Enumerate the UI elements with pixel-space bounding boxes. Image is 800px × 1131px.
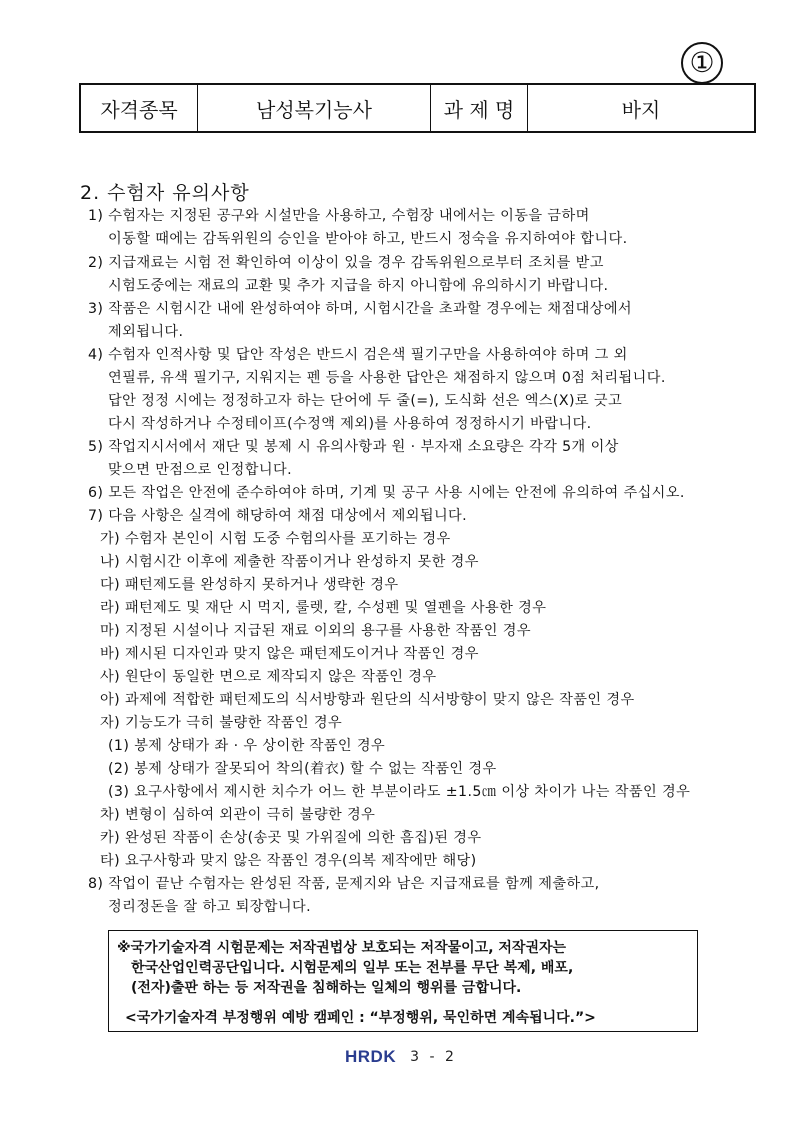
header-table <box>79 83 756 133</box>
list-item: 6) 모든 작업은 안전에 준수하여야 하며, 기계 및 공구 사용 시에는 안전에 유의하여 주십시오. <box>88 485 685 501</box>
list-item: 카) 완성된 작품이 손상(송곳 및 가위질에 의한 흠집)된 경우 <box>100 830 482 846</box>
header-label-task: 과 제 명 <box>431 84 528 132</box>
list-item: 아) 과제에 적합한 패턴제도의 식서방향과 원단의 식서방향이 맞지 않은 작품인 경우 <box>100 692 635 708</box>
list-item: 시험도중에는 재료의 교환 및 추가 지급을 하지 아니함에 유의하시기 바랍니다. <box>108 278 609 294</box>
header-label-qualification: 자격종목 <box>80 84 198 132</box>
list-item: 사) 원단이 동일한 면으로 제작되지 않은 작품인 경우 <box>100 669 437 685</box>
notice-line: (전자)출판 하는 등 저작권을 침해하는 일체의 행위를 금합니다. <box>131 980 522 996</box>
list-item: 4) 수험자 인적사항 및 답안 작성은 반드시 검은색 필기구만을 사용하여야 하며 그 외 <box>88 347 628 363</box>
list-item: 7) 다음 사항은 실격에 해당하여 채점 대상에서 제외됩니다. <box>88 508 468 524</box>
list-item: 자) 기능도가 극히 불량한 작품인 경우 <box>100 715 343 731</box>
list-item: (1) 봉제 상태가 좌 · 우 상이한 작품인 경우 <box>108 738 386 754</box>
list-item: (2) 봉제 상태가 잘못되어 착의(着衣) 할 수 없는 작품인 경우 <box>108 761 497 777</box>
list-item: 5) 작업지시서에서 재단 및 봉제 시 유의사항과 원 · 부자재 소요량은 각각 5개 이상 <box>88 439 619 455</box>
campaign-line: <국가기술자격 부정행위 예방 캠페인 : “부정행위, 묵인하면 계속됩니다.”> <box>125 1010 596 1026</box>
hrdk-logo: HRDK <box>345 1047 397 1066</box>
page-number: 3 - 2 <box>410 1049 457 1065</box>
list-item: 바) 제시된 디자인과 맞지 않은 패턴제도이거나 작품인 경우 <box>100 646 479 662</box>
list-item: 답안 정정 시에는 정정하고자 하는 단어에 두 줄(=), 도식화 선은 엑스(X)로 긋고 <box>108 393 623 409</box>
list-item: 8) 작업이 끝난 수험자는 완성된 작품, 문제지와 남은 지급재료를 함께 제출하고, <box>88 876 600 892</box>
list-item: 제외됩니다. <box>108 324 184 340</box>
header-value-qualification: 남성복기능사 <box>198 84 431 132</box>
list-item: 정리정돈을 잘 하고 퇴장합니다. <box>108 899 312 915</box>
header-value-task: 바지 <box>528 84 756 132</box>
list-item: 가) 수험자 본인이 시험 도중 수험의사를 포기하는 경우 <box>100 531 451 547</box>
copyright-notice <box>108 930 698 1032</box>
list-item: 맞으면 만점으로 인정합니다. <box>108 462 292 478</box>
list-item: (3) 요구사항에서 제시한 치수가 어느 한 부분이라도 ±1.5㎝ 이상 차이가 나는 작품인 경우 <box>108 784 691 800</box>
list-item: 나) 시험시간 이후에 제출한 작품이거나 완성하지 못한 경우 <box>100 554 479 570</box>
list-item: 1) 수험자는 지정된 공구와 시설만을 사용하고, 수험장 내에서는 이동을 금하며 <box>88 208 590 224</box>
list-item: 다시 작성하거나 수정테이프(수정액 제외)를 사용하여 정정하시기 바랍니다. <box>108 416 592 432</box>
notice-line: ※국가기술자격 시험문제는 저작권법상 보호되는 저작물이고, 저작권자는 <box>117 940 567 956</box>
list-item: 타) 요구사항과 맞지 않은 작품인 경우(의복 제작에만 해당) <box>100 853 477 869</box>
page-footer <box>345 1046 457 1068</box>
list-item: 연필류, 유색 필기구, 지워지는 펜 등을 사용한 답안은 채점하지 않으며 0점 처리됩니다. <box>108 370 666 386</box>
list-item: 2) 지급재료는 시험 전 확인하여 이상이 있을 경우 감독위원으로부터 조치를 받고 <box>88 255 604 271</box>
section-title: 2. 수험자 유의사항 <box>80 182 250 204</box>
list-item: 이동할 때에는 감독위원의 승인을 받아야 하고, 반드시 정숙을 유지하여야 합니다. <box>108 231 628 247</box>
list-item: 다) 패턴제도를 완성하지 못하거나 생략한 경우 <box>100 577 399 593</box>
list-item: 라) 패턴제도 및 재단 시 먹지, 룰렛, 칼, 수성펜 및 열펜을 사용한 경우 <box>100 600 547 616</box>
list-item: 차) 변형이 심하여 외관이 극히 불량한 경우 <box>100 807 376 823</box>
list-item: 마) 지정된 시설이나 지급된 재료 이외의 용구를 사용한 작품인 경우 <box>100 623 531 639</box>
list-item: 3) 작품은 시험시간 내에 완성하여야 하며, 시험시간을 초과할 경우에는 채점대상에서 <box>88 301 633 317</box>
notice-line: 한국산업인력공단입니다. 시험문제의 일부 또는 전부를 무단 복제, 배포, <box>131 960 574 976</box>
page-marker: ① <box>681 42 723 84</box>
